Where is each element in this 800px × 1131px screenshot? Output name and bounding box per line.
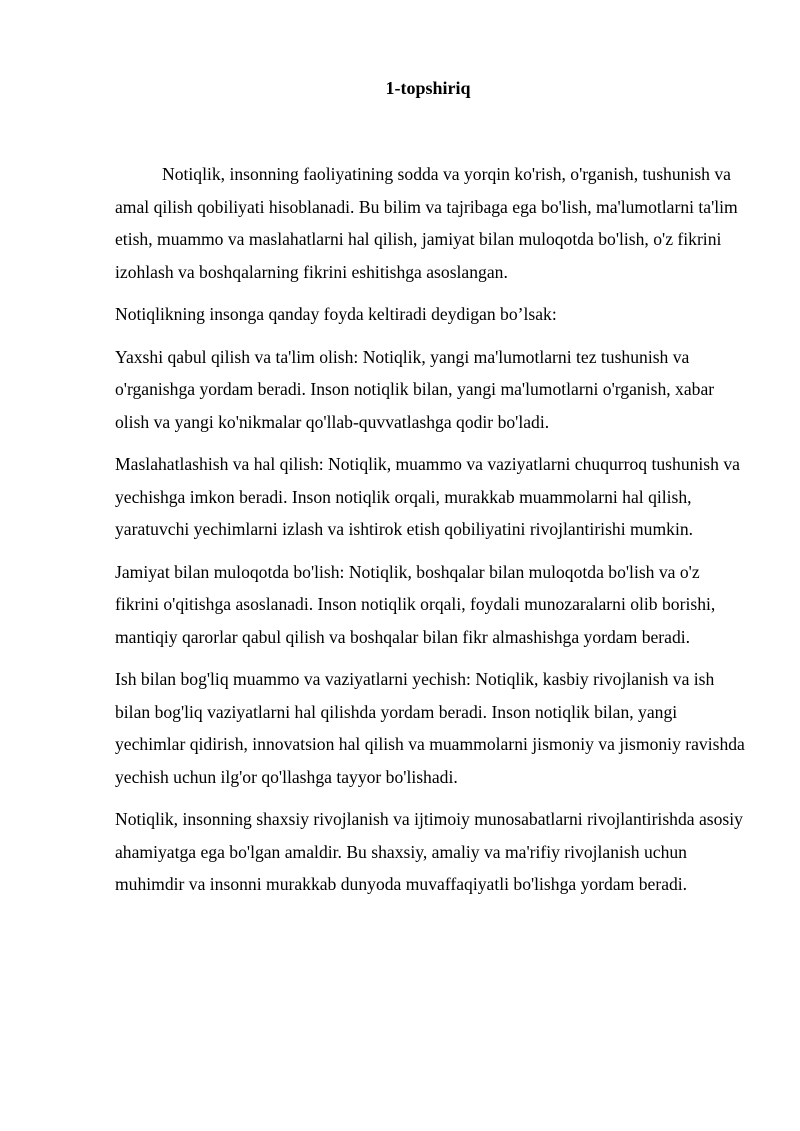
document-title: 1-topshiriq [385, 78, 471, 98]
paragraph-communication: Jamiyat bilan muloqotda bo'lish: Notiqlik, boshqalar bilan muloqotda bo'lish va o'z fikrini o'qitishga asoslanadi. Inson notiqlik orqali, foydali munozaralarni olib borishi, mantiqiy qarorlar qabul qilish va boshqalar bilan fikr almashishga yordam beradi. [115, 561, 716, 647]
paragraph-benefits-lead: Notiqlikning insonga qanday foyda keltiradi deydigan bo’lsak: [115, 304, 557, 324]
paragraph-conclusion: Notiqlik, insonning shaxsiy rivojlanish va ijtimoiy munosabatlarni rivojlantirishda asosiy ahamiyatga ega bo'lgan amaldir. Bu shaxsiy, amaliy va ma'rifiy rivojlanish uchun muhimdir va insonni murakkab dunyoda muvaffaqiyatli bo'lishga yordam beradi. [115, 809, 743, 894]
paragraph-work: Ish bilan bog'liq muammo va vaziyatlarni yechish: Notiqlik, kasbiy rivojlanish va ish bilan bog'liq vaziyatlarni hal qilishda yordam beradi. Inson notiqlik bilan, yangi yechimlar qidirish, innovatsion hal qilish va muammolarni jismoniy va jismoniy ravishda yechish uchun ilg'or qo'llashga tayyor bo'lishadi. [115, 669, 745, 787]
document-body [115, 158, 747, 911]
paragraph-problem-solving: Maslahatlashish va hal qilish: Notiqlik, muammo va vaziyatlarni chuqurroq tushunish va yechishga imkon beradi. Inson notiqlik orqali, murakkab muammolarni hal qilish, yaratuvchi yechimlarni izlash va ishtirok etish qobiliyatini rivojlantirishi mumkin. [115, 454, 740, 539]
paragraph-intro: Notiqlik, insonning faoliyatining sodda va yorqin ko'rish, o'rganish, tushunish va amal qilish qobiliyati hisoblanadi. Bu bilim va tajribaga ega bo'lish, ma'lumotlarni ta'lim etish, muammo va maslahatlarni hal qilish, jamiyat bilan muloqotda bo'lish, o'z fikrini izohlash va boshqalarning fikrini eshitishga asoslangan. [115, 164, 738, 282]
paragraph-learning: Yaxshi qabul qilish va ta'lim olish: Notiqlik, yangi ma'lumotlarni tez tushunish va o'rganishga yordam beradi. Inson notiqlik bilan, yangi ma'lumotlarni o'rganish, xabar olish va yangi ko'nikmalar qo'llab-quvvatlashga qodir bo'ladi. [115, 346, 715, 432]
